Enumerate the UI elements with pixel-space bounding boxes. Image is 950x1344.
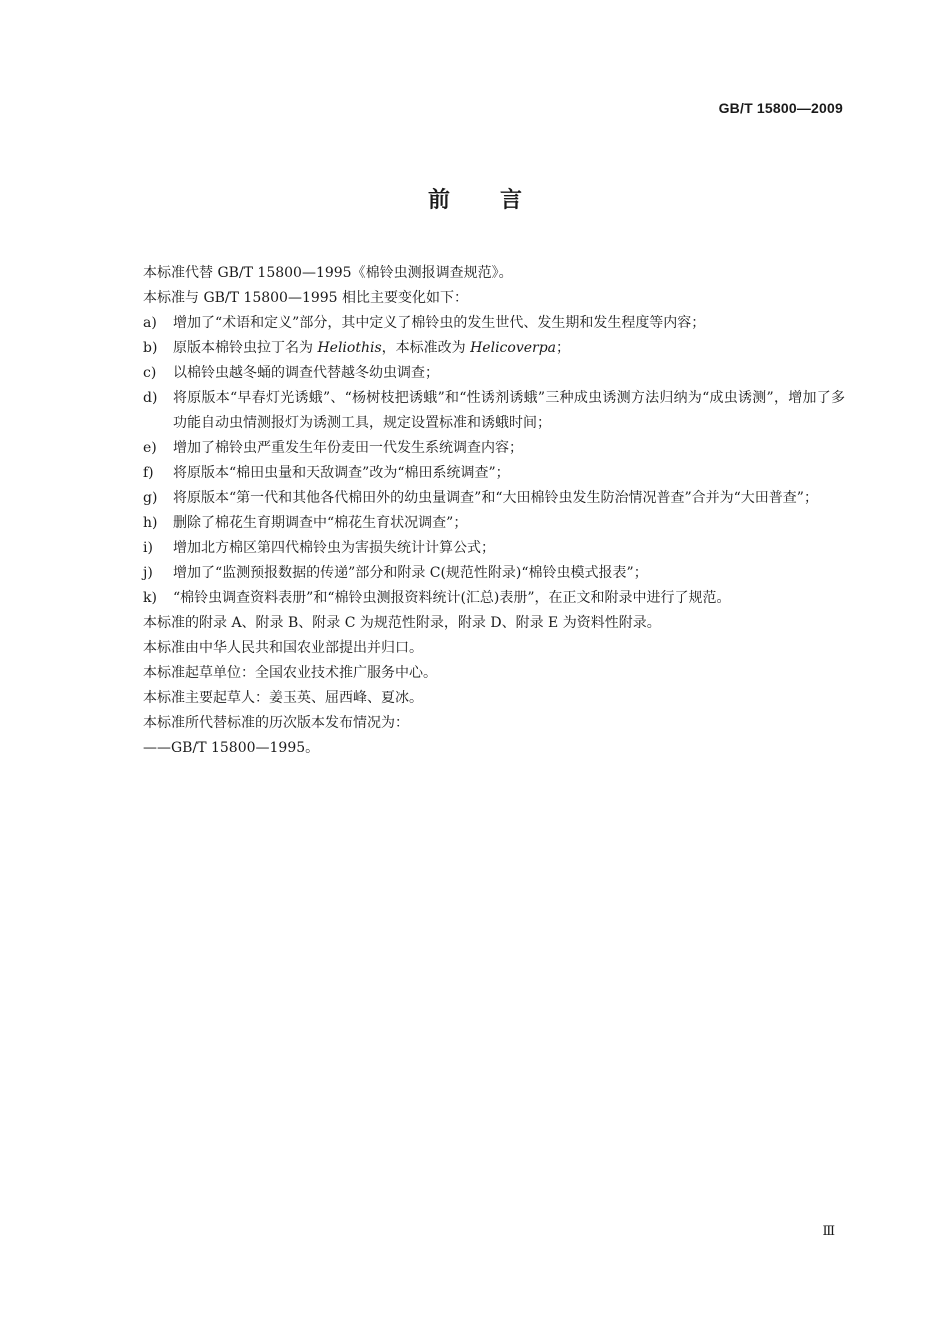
closing-line: 本标准所代替标准的历次版本发布情况为： [143, 715, 409, 731]
change-item-c [143, 361, 845, 386]
change-item-k [143, 586, 845, 611]
closing-line: 本标准起草单位：全国农业技术推广服务中心。 [143, 665, 437, 681]
item-text: 将原版本“棉田虫量和天敌调查”改为“棉田系统调查”； [173, 465, 510, 481]
change-item-a [143, 311, 845, 336]
item-text: 增加了棉铃虫严重发生年份麦田一代发生系统调查内容； [173, 440, 523, 456]
change-item-b [143, 336, 845, 361]
item-label: i) [143, 540, 153, 556]
intro-line: 本标准与 GB/T 15800—1995 相比主要变化如下： [143, 290, 469, 306]
item-label: h) [143, 515, 158, 531]
item-label: f) [143, 465, 154, 481]
intro-line: 本标准代替 GB/T 15800—1995《棉铃虫测报调查规范》。 [143, 265, 513, 281]
closing-line: 本标准由中华人民共和国农业部提出并归口。 [143, 640, 423, 656]
item-text [173, 336, 845, 361]
foreword-body [143, 261, 845, 761]
item-text: 增加了“监测预报数据的传递”部分和附录 C(规范性附录)“棉铃虫模式报表”； [173, 565, 648, 581]
change-item-e [143, 436, 845, 461]
item-label: j) [143, 565, 153, 581]
item-label: a) [143, 315, 157, 331]
page-number: Ⅲ [822, 1224, 835, 1239]
change-item-i [143, 536, 845, 561]
page-title: 前言 [427, 188, 572, 213]
item-text: 删除了棉花生育期调查中“棉花生育状况调查”； [173, 515, 468, 531]
item-text: 将原版本“早春灯光诱蛾”、“杨树枝把诱蛾”和“性诱剂诱蛾”三种成虫诱测方法归纳为“成虫诱测”，增加了多功能自动虫情测报灯为诱测工具，规定设置标准和诱蛾时间； [173, 390, 845, 431]
closing-line: 本标准的附录 A、附录 B、附录 C 为规范性附录，附录 D、附录 E 为资料性附录。 [143, 615, 661, 631]
item-label: g) [143, 490, 158, 506]
change-item-h [143, 511, 845, 536]
item-text-mid: ，本标准改为 [381, 340, 471, 356]
closing-line: ——GB/T 15800—1995。 [143, 740, 320, 756]
item-text: 增加北方棉区第四代棉铃虫为害损失统计计算公式； [173, 540, 495, 556]
item-text: “棉铃虫调查资料表册”和“棉铃虫测报资料统计(汇总)表册”，在正文和附录中进行了规范。 [173, 590, 731, 606]
item-text: 以棉铃虫越冬蛹的调查代替越冬幼虫调查； [173, 365, 439, 381]
item-label: k) [143, 590, 157, 606]
item-text-post: ； [556, 340, 571, 356]
change-item-g [143, 486, 845, 511]
change-item-f [143, 461, 845, 486]
item-text: 增加了“术语和定义”部分，其中定义了棉铃虫的发生世代、发生期和发生程度等内容； [173, 315, 706, 331]
standard-number: GB/T 15800—2009 [718, 100, 843, 116]
latin-name-new: Helicoverpa [470, 340, 557, 356]
closing-line: 本标准主要起草人：姜玉英、屈西峰、夏冰。 [143, 690, 423, 706]
item-label: e) [143, 440, 157, 456]
item-text: 将原版本“第一代和其他各代棉田外的幼虫量调查”和“大田棉铃虫发生防治情况普查”合并为“大田普查”； [173, 490, 818, 506]
item-label: d) [143, 390, 158, 406]
item-label: b) [143, 340, 158, 356]
item-text-pre: 原版本棉铃虫拉丁名为 [173, 340, 318, 356]
latin-name-old: Heliothis [317, 340, 382, 356]
item-label: c) [143, 365, 157, 381]
change-item-j [143, 561, 845, 586]
change-item-d [143, 386, 845, 436]
